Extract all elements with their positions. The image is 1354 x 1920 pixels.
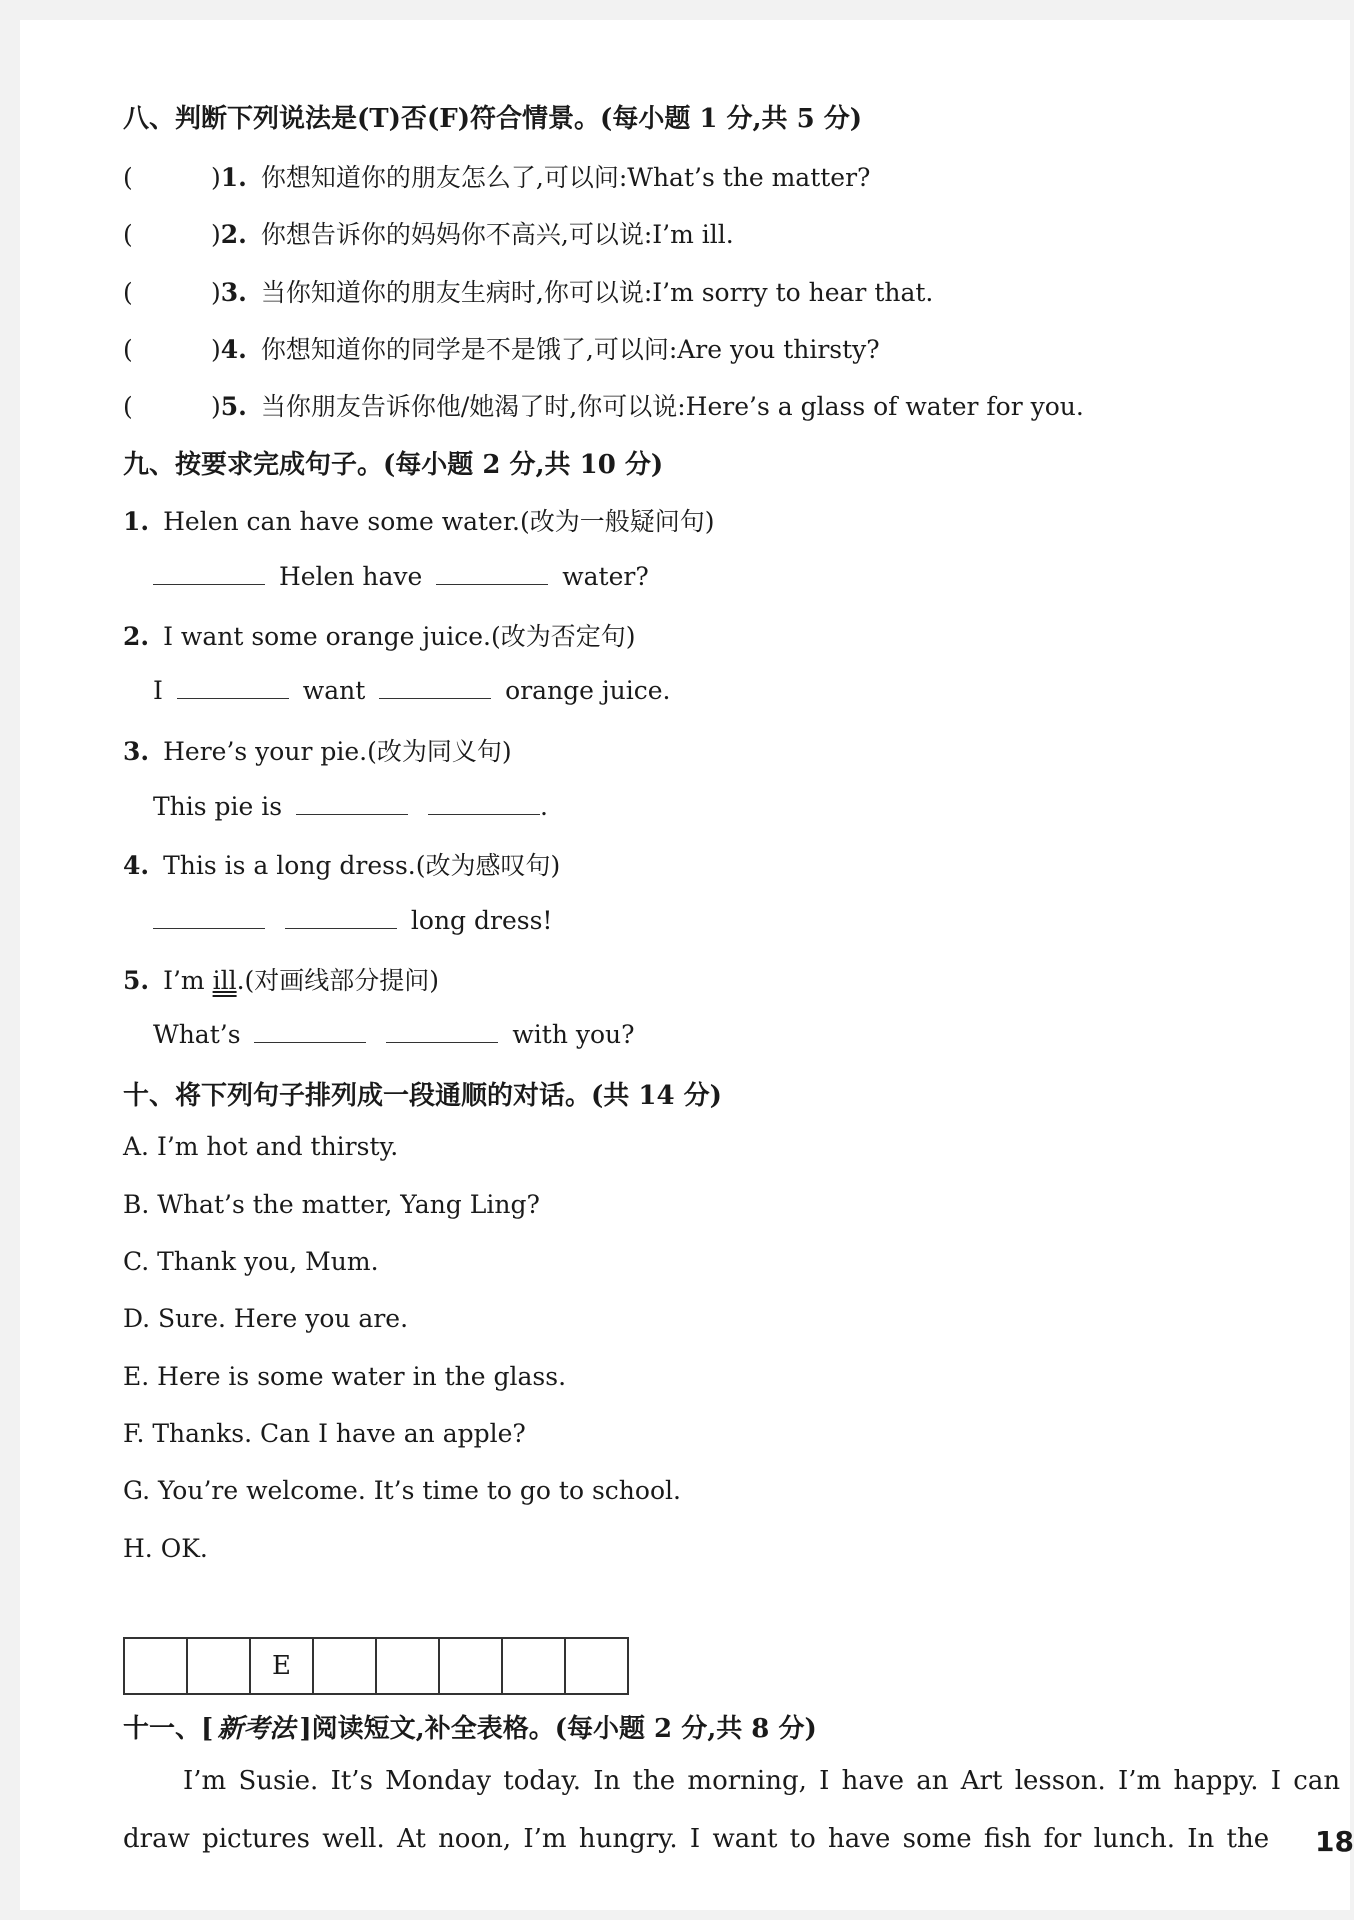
- answer-blank[interactable]: [296, 790, 408, 815]
- answer-blank[interactable]: [436, 560, 548, 585]
- sentence-q1: 1. Helen can have some water.(改为一般疑问句): [123, 507, 715, 536]
- answer-blank[interactable]: [177, 674, 289, 699]
- tf-item-5: ( )5. 当你朋友告诉你他/她渴了时,你可以说:Here’s a glass of water for you.: [123, 392, 1084, 421]
- sentence-q2: 2. I want some orange juice.(改为否定句): [123, 622, 636, 651]
- section-9-title: 九、按要求完成句子。(每小题 2 分,共 10 分): [123, 450, 664, 480]
- answer-blank[interactable]: [386, 1018, 498, 1043]
- answer-cell[interactable]: [125, 1639, 188, 1693]
- answer-cell[interactable]: [566, 1639, 627, 1693]
- section-8-title: 八、判断下列说法是(T)否(F)符合情景。(每小题 1 分,共 5 分): [123, 104, 863, 134]
- tf-item-2: ( )2. 你想告诉你的妈妈你不高兴,可以说:I’m ill.: [123, 220, 734, 249]
- worksheet-page: [20, 20, 1354, 1910]
- answer-cell[interactable]: [440, 1639, 503, 1693]
- answer-blank[interactable]: [153, 904, 265, 929]
- sentence-q3: 3. Here’s your pie.(改为同义句): [123, 737, 512, 766]
- dialogue-option: G. You’re welcome. It’s time to go to school.: [123, 1476, 681, 1505]
- tf-item-1: ( )1. 你想知道你的朋友怎么了,可以问:What’s the matter?: [123, 163, 871, 192]
- answer-grid: [123, 1637, 629, 1695]
- sentence-q5-answer: What’s with you?: [153, 1020, 635, 1049]
- dialogue-option: H. OK.: [123, 1534, 208, 1563]
- section-10-title: 十、将下列句子排列成一段通顺的对话。(共 14 分): [123, 1081, 722, 1111]
- dialogue-option: A. I’m hot and thirsty.: [123, 1132, 399, 1161]
- sentence-q4: 4. This is a long dress.(改为感叹句): [123, 851, 561, 880]
- sentence-q3-answer: This pie is .: [153, 792, 548, 821]
- dialogue-option: B. What’s the matter, Yang Ling?: [123, 1190, 540, 1219]
- tf-item-3: ( )3. 当你知道你的朋友生病时,你可以说:I’m sorry to hear that.: [123, 278, 934, 307]
- page-number: 18: [1315, 1825, 1354, 1858]
- reading-paragraph-line-1: I’m Susie. It’s Monday today. In the morning, I have an Art lesson. I’m happy. I can: [183, 1766, 1341, 1796]
- sentence-q2-answer: I want orange juice.: [153, 676, 671, 705]
- answer-cell[interactable]: E: [251, 1639, 314, 1693]
- answer-blank[interactable]: [379, 674, 491, 699]
- answer-cell[interactable]: [377, 1639, 440, 1693]
- dialogue-option: D. Sure. Here you are.: [123, 1304, 409, 1333]
- dialogue-option: F. Thanks. Can I have an apple?: [123, 1419, 526, 1448]
- answer-cell[interactable]: [188, 1639, 251, 1693]
- answer-blank[interactable]: [428, 790, 540, 815]
- tf-item-4: ( )4. 你想知道你的同学是不是饿了,可以问:Are you thirsty?: [123, 335, 880, 364]
- sentence-q4-answer: long dress!: [153, 904, 552, 935]
- answer-cell[interactable]: [503, 1639, 566, 1693]
- dialogue-option: C. Thank you, Mum.: [123, 1247, 379, 1276]
- answer-blank[interactable]: [285, 904, 397, 929]
- answer-blank[interactable]: [153, 560, 265, 585]
- dialogue-option: E. Here is some water in the glass.: [123, 1362, 567, 1391]
- answer-cell[interactable]: [314, 1639, 377, 1693]
- reading-paragraph-line-2: draw pictures well. At noon, I’m hungry. I want to have some fish for lunch. In the: [123, 1824, 1270, 1854]
- answer-blank[interactable]: [254, 1018, 366, 1043]
- section-11-title: 十一、[ 新考法 ]阅读短文,补全表格。(每小题 2 分,共 8 分): [123, 1708, 817, 1745]
- sentence-q5: 5. I’m ill.(对画线部分提问): [123, 966, 440, 995]
- sentence-q1-answer: Helen have water?: [153, 560, 649, 591]
- underlined-word: ill: [212, 966, 237, 995]
- new-method-tag: 新考法: [217, 1714, 296, 1744]
